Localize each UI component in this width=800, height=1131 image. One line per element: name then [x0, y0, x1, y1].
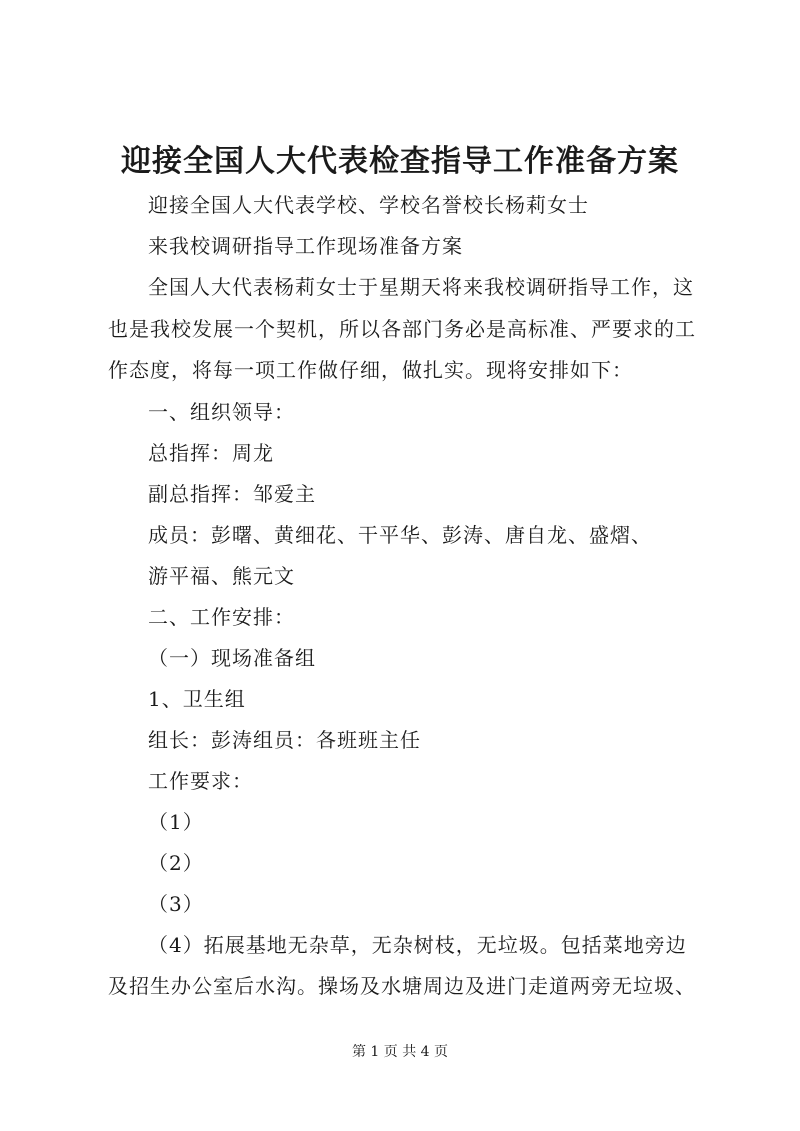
paragraph-line: 工作要求：: [148, 769, 253, 793]
list-item: （2）: [148, 851, 204, 875]
paragraph-line: 副总指挥：邹爱主: [148, 482, 316, 506]
paragraph-line: 及招生办公室后水沟。操场及水塘周边及进门走道两旁无垃圾、: [108, 974, 696, 998]
paragraph-line: 作态度，将每一项工作做仔细，做扎实。现将安排如下：: [108, 358, 633, 382]
section-heading: 一、组织领导：: [148, 400, 295, 424]
paragraph-line: 总指挥：周龙: [148, 441, 274, 465]
paragraph-line: 游平福、熊元文: [148, 564, 295, 588]
paragraph-line: 来我校调研指导工作现场准备方案: [148, 234, 463, 258]
document-title: 迎接全国人大代表检查指导工作准备方案: [121, 144, 679, 179]
page-footer: 第 1 页 共 4 页: [351, 1044, 449, 1060]
subsection-heading: （一）现场准备组: [148, 646, 316, 670]
paragraph-line: 迎接全国人大代表学校、学校名誉校长杨莉女士: [148, 193, 589, 217]
paragraph-line: 成员：彭曙、黄细花、干平华、彭涛、唐自龙、盛熠、: [148, 523, 652, 547]
list-item: （1）: [148, 810, 204, 834]
section-heading: 二、工作安排：: [148, 605, 295, 629]
paragraph-line: 全国人大代表杨莉女士于星期天将来我校调研指导工作，这: [148, 275, 694, 299]
subsection-heading: 1、卫生组: [148, 687, 246, 711]
paragraph-line: 组长：彭涛组员：各班班主任: [148, 728, 421, 752]
list-item: （4）拓展基地无杂草，无杂树枝，无垃圾。包括菜地旁边: [148, 933, 687, 957]
paragraph-line: 也是我校发展一个契机，所以各部门务必是高标准、严要求的工: [108, 317, 696, 341]
list-item: （3）: [148, 892, 204, 916]
